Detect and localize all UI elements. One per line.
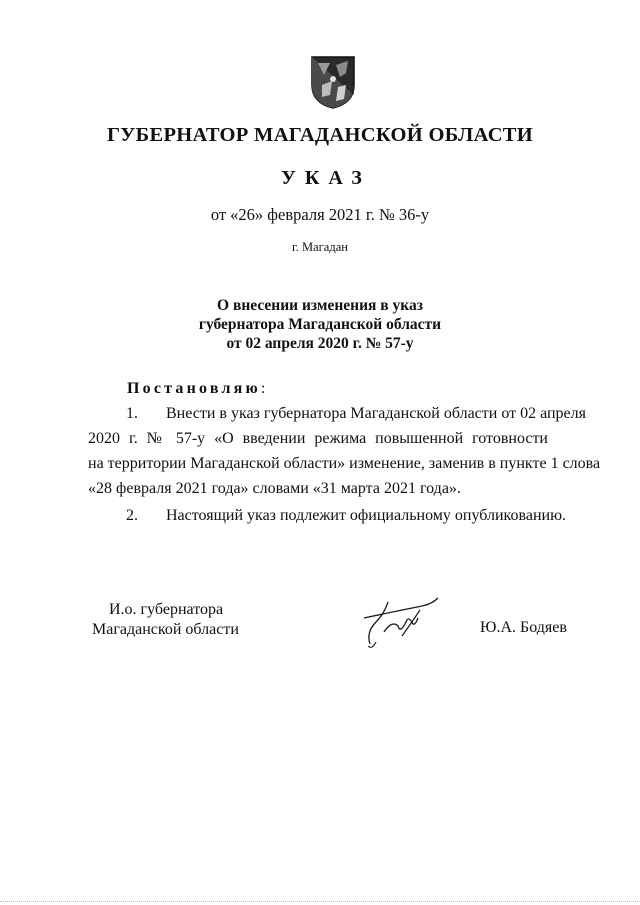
decree-colon: : bbox=[260, 380, 266, 397]
document-type-heading: УКАЗ bbox=[281, 167, 371, 189]
paragraph-text: «28 февраля 2021 года» словами «31 марта 2021 года». bbox=[88, 480, 461, 497]
position-line: Магаданской области bbox=[92, 621, 239, 638]
position-line: И.о. губернатора bbox=[109, 601, 224, 618]
decree-word bbox=[127, 380, 265, 398]
title-line: О внесении изменения в указ bbox=[217, 297, 423, 314]
signatory-position bbox=[92, 600, 239, 640]
document-title bbox=[0, 296, 640, 353]
coat-of-arms-icon bbox=[310, 55, 356, 110]
scan-edge-line bbox=[0, 901, 640, 902]
paragraph-text: 2020 г. № 57-у «О введении режима повышенной готовности bbox=[88, 430, 548, 447]
document-city: г. Магадан bbox=[292, 240, 348, 254]
document-date-number: от «26» февраля 2021 г. № 36-у bbox=[210, 205, 430, 224]
handwritten-signature-icon bbox=[362, 592, 442, 654]
title-line: губернатора Магаданской области bbox=[198, 316, 442, 333]
paragraph-1 bbox=[88, 401, 601, 501]
paragraph-number: 1. bbox=[126, 405, 138, 422]
decree-word-text: Постановляю bbox=[127, 380, 261, 397]
paragraph-text: на территории Магаданской области» изменение, заменив в пункте 1 слова bbox=[88, 455, 601, 472]
paragraph-2 bbox=[88, 503, 567, 528]
title-line: от 02 апреля 2020 г. № 57-у bbox=[226, 335, 414, 352]
issuer-heading: ГУБЕРНАТОР МАГАДАНСКОЙ ОБЛАСТИ bbox=[106, 124, 534, 146]
paragraph-text: Внести в указ губернатора Магаданской области от 02 апреля bbox=[166, 405, 586, 422]
paragraph-number: 2. bbox=[126, 507, 138, 524]
signatory-name: Ю.А. Бодяев bbox=[480, 619, 567, 636]
paragraph-text: Настоящий указ подлежит официальному опубликованию. bbox=[166, 507, 567, 524]
